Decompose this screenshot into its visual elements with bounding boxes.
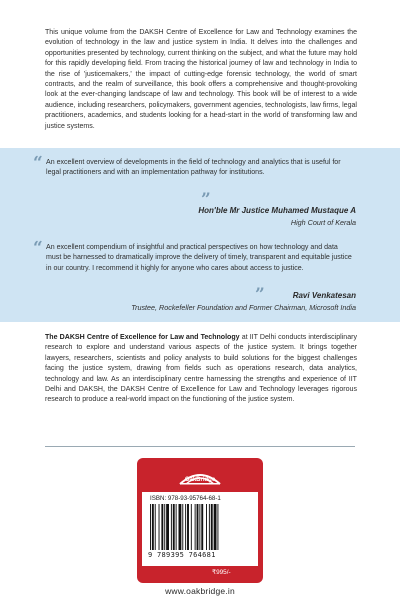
barcode-number: 9 789395 764681	[148, 551, 216, 559]
open-quote-icon: “	[33, 238, 43, 258]
isbn-text: ISBN: 978-93-95764-68-1	[150, 495, 221, 502]
endorser-affiliation: Trustee, Rockefeller Foundation and Former Chairman, Microsoft India	[131, 303, 356, 312]
blurb-paragraph: This unique volume from the DAKSH Centre of Excellence for Law and Technology examines the evolution of technology in the law and justice system in India. It delves into the challenges and opportunities presented by technology, current thinking on the subject, and what the future may hold for this rapidly developing field. From tracing the historical journey of law and technology in India to the rise of 'justicemakers,' the impact of cutting-edge forensic technology, the world of smart contracts, and the realm of surveillance, this book offers a comprehensive and thought-provoking look at the ever-changing landscape of law and technology. This book will be of interest to a wide audience, including researchers, policymakers, government agencies, technologists, law firms, legal practitioners, academics, and students looking for a head-start in the world of transforming law and justice systems.	[45, 29, 357, 130]
barcode-icon	[150, 504, 250, 550]
about-centre-name: The DAKSH Centre of Excellence for Law and Technology	[45, 334, 240, 341]
endorser-affiliation: High Court of Kerala	[290, 218, 356, 227]
about-centre-body: at IIT Delhi conducts interdisciplinary research to explore and understand various aspects of the justice system. It brings together lawyers, researchers, scientists and policy analysts to build solutions for the biggest challenges facing the justice system, drawing from fields such as operations research, data analytics, technology and law. As an interdisciplinary centre harnessing the strengths and experience of IIT Delhi and DAKSH, the DAKSH Centre of Excellence for Law and Technology leverages rigorous research to produce a real-world impact on the functioning of the justice system.	[45, 334, 357, 404]
price-text: ₹995/-	[212, 569, 231, 576]
close-quote-icon: ”	[201, 190, 211, 210]
endorsements-panel	[0, 148, 400, 322]
publisher-badge	[137, 458, 263, 583]
about-centre-paragraph	[45, 333, 357, 406]
close-quote-icon: ”	[255, 285, 265, 305]
divider	[45, 446, 355, 447]
endorsement-quote: An excellent overview of developments in the field of technology and analytics that is useful for legal practitioners and with an implementation pathway for institutions.	[46, 159, 341, 177]
publisher-url: www.oakbridge.in	[165, 586, 235, 596]
publisher-logo-text: OakBridge	[184, 477, 216, 483]
endorsement-quote: An excellent compendium of insightful and practical perspectives on how technology and data must be harnessed to dramatically improve the delivery of timely, transparent and equitable justice in our country. I recommend it highly for anyone who cares about access to justice.	[46, 244, 352, 272]
endorser-name: Ravi Venkatesan	[292, 291, 356, 300]
barcode-panel	[142, 492, 258, 566]
open-quote-icon: “	[33, 153, 43, 173]
endorser-name: Hon'ble Mr Justice Muhamed Mustaque A	[198, 206, 356, 215]
